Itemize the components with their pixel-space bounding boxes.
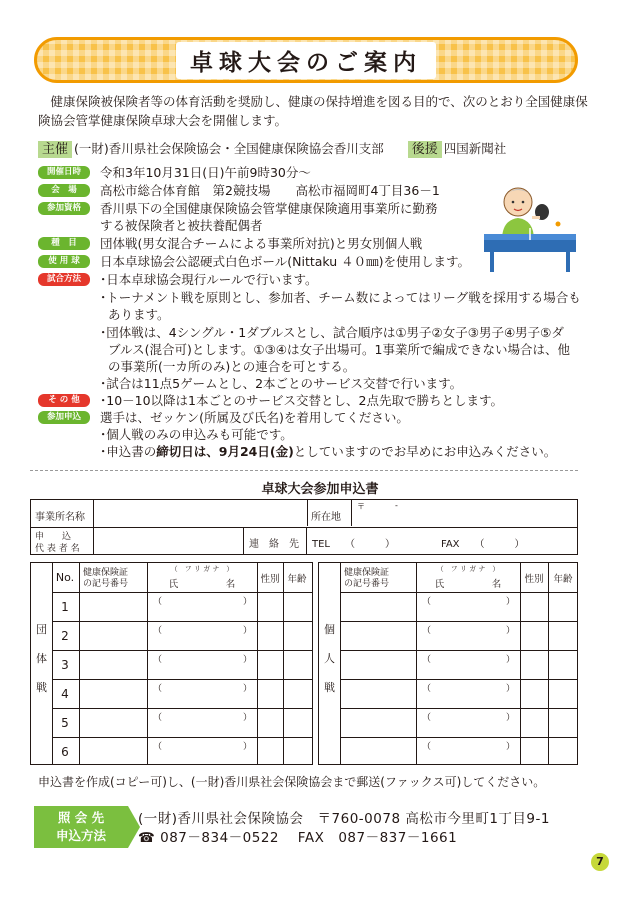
contact-label: 連 絡 先 [249,539,299,550]
section-label-char: 人 [324,652,335,665]
contact-address: (一財)香川県社会保険協会 〒760-0078 高松市今里町1丁目9-1 [138,811,550,827]
venue-label: 会 場 [38,184,90,197]
col-furigana-header: （ フ リ ガ ナ ） [436,565,500,573]
furigana-paren-open: （ [422,742,432,752]
apply-text: 選手は、ゼッケン(所属及び氏名)を着用してください。 [100,410,409,425]
section-label-char: 戦 [36,681,47,694]
events-label: 種 目 [38,237,90,250]
support-text: 四国新聞社 [443,141,507,156]
furigana-paren-open: （ [153,655,163,665]
furigana-paren-open: （ [153,684,163,694]
row-number: 2 [61,629,69,643]
ball-label: 使 用 球 [38,255,90,268]
venue-text: 高松市総合体育館 第2競技場 高松市福岡町4丁目36－1 [100,183,440,198]
section-label-char: 個 [324,623,335,636]
application-form-header [30,499,578,555]
section-label-char: 団 [36,623,47,636]
team-member-table [30,562,313,765]
page-title: 卓球大会のご案内 [176,42,436,79]
furigana-paren-close: ） [243,655,253,665]
submission-note: 申込書を作成(コピー可)し、(一財)香川県社会保険協会まで郵送(ファックス可)してください。 [38,775,546,789]
form-title: 卓球大会参加申込書 [261,482,379,497]
col-card-header: の記号番号 [83,579,129,589]
col-no-header: No. [55,571,75,584]
rules-line: ブルス(混合可)とします。①③④は女子出場可。1事業所で編成できない場合は、他 [108,342,570,357]
col-gender-header: 性別 [524,574,544,585]
row-number: 1 [61,600,69,614]
col-name-header: 氏 名 [434,579,502,590]
postal-dash: - [395,501,398,510]
section-label-char: 体 [36,652,47,665]
contact-box-line-2: 申込方法 [55,828,106,843]
host-label: 主催 [38,141,72,158]
rules-line: あります。 [108,307,170,322]
furigana-paren-open: （ [153,742,163,752]
support-label: 後援 [408,141,442,158]
fax-field[interactable]: FAX （ ） [441,539,525,550]
title-banner [34,37,578,83]
col-card-header: 健康保険証 [344,568,390,578]
eligibility-label: 参加資格 [38,202,90,215]
rules-line: ･日本卓球協会現行ルールで行います。 [100,272,318,287]
other-text: ･10－10以降は1本ごとのサービス交替とし、2点先取で勝ちとします。 [100,393,503,408]
furigana-paren-open: （ [422,713,432,723]
contact-box-line-1: 照 会 先 [57,810,105,825]
rules-line: ･トーナメント戦を原則とし、参加者、チーム数によってはリーグ戦を採用する場合も [100,290,581,305]
furigana-paren-close: ） [506,742,516,752]
rules-line: ･試合は11点5ゲームとし、2本ごとのサービス交替で行います。 [100,376,463,391]
date-text: 令和3年10月31日(日)午前9時30分～ [100,165,311,180]
furigana-paren-close: ） [243,742,253,752]
host-text: (一財)香川県社会保険協会・全国健康保険協会香川支部 [74,141,384,156]
eligibility-text-1: 香川県下の全国健康保険協会管掌健康保険適用事業所に勤務 [100,201,438,216]
col-name-header: 氏 名 [168,579,236,590]
furigana-paren-close: ） [506,684,516,694]
row-number: 3 [61,658,69,672]
intro-text: 健康保険被保険者等の体育活動を奨励し、健康の保持増進を図る目的で、次のとおり全国健康保険協会管掌健康保険卓球大会を開催します。 [38,94,588,128]
row-number: 4 [61,687,69,701]
col-furigana-header: （ フ リ ガ ナ ） [170,565,234,573]
furigana-paren-open: （ [153,713,163,723]
col-gender-header: 性別 [260,574,280,585]
date-label: 開催日時 [38,166,90,179]
ball-text: 日本卓球協会公認硬式白色ボール(Nittaku ４０㎜)を使用します。 [100,254,471,269]
furigana-paren-close: ） [506,655,516,665]
phone-icon: ☎ [138,830,156,846]
furigana-paren-open: （ [153,597,163,607]
contact-phone-number: 087－834－0522 FAX 087－837－1661 [160,830,458,846]
rules-line: の事業所(一カ所のみ)との連合を可とする。 [108,359,356,374]
other-label: そ の 他 [38,394,90,407]
furigana-paren-open: （ [422,655,432,665]
furigana-paren-open: （ [153,626,163,636]
furigana-paren-close: ） [506,713,516,723]
postal-mark: 〒 [357,502,365,511]
address-label: 所在地 [311,512,341,523]
individual-member-table [318,562,578,765]
apply-text: ･個人戦のみの申込みも可能です。 [100,427,293,442]
furigana-paren-close: ） [243,684,253,694]
contact-phone [138,826,457,846]
furigana-paren-open: （ [422,626,432,636]
contact-box [34,806,128,848]
deadline-text: ･申込書の締切日は、9月24日(金)としていますのでお早めにお申込みください。 [100,444,557,459]
apply-label: 参加申込 [38,411,90,424]
section-label-char: 戦 [324,681,335,694]
furigana-paren-close: ） [243,713,253,723]
furigana-paren-close: ） [243,626,253,636]
events-text: 団体戦(男女混合チームによる事業所対抗)と男女別個人戦 [100,236,423,251]
applicant-label-1: 申 込 [35,532,72,542]
furigana-paren-close: ） [506,626,516,636]
furigana-paren-close: ） [506,597,516,607]
furigana-paren-open: （ [422,597,432,607]
col-age-header: 年齢 [287,574,307,585]
tel-field[interactable]: TEL （ ） [312,539,395,550]
eligibility-text-2: する被保険者と被扶養配偶者 [100,218,263,233]
divider [30,470,578,471]
furigana-paren-close: ） [243,597,253,607]
office-name-label: 事業所名称 [35,512,85,523]
furigana-paren-open: （ [422,684,432,694]
rules-label: 試合方法 [38,273,90,286]
col-card-header: の記号番号 [344,579,390,589]
sponsor-row [38,138,598,156]
row-number: 6 [61,745,69,759]
col-card-header: 健康保険証 [83,568,129,578]
row-number: 5 [61,716,69,730]
applicant-label-2: 代 表 者 名 [35,544,80,554]
rules-line: ･団体戦は、4シングル・1ダブルスとし、試合順序は①男子②女子③男子④男子⑤ダ [100,325,564,340]
page-number: 7 [591,853,609,871]
table-tennis-illustration [480,178,580,274]
col-age-header: 年齢 [553,574,573,585]
